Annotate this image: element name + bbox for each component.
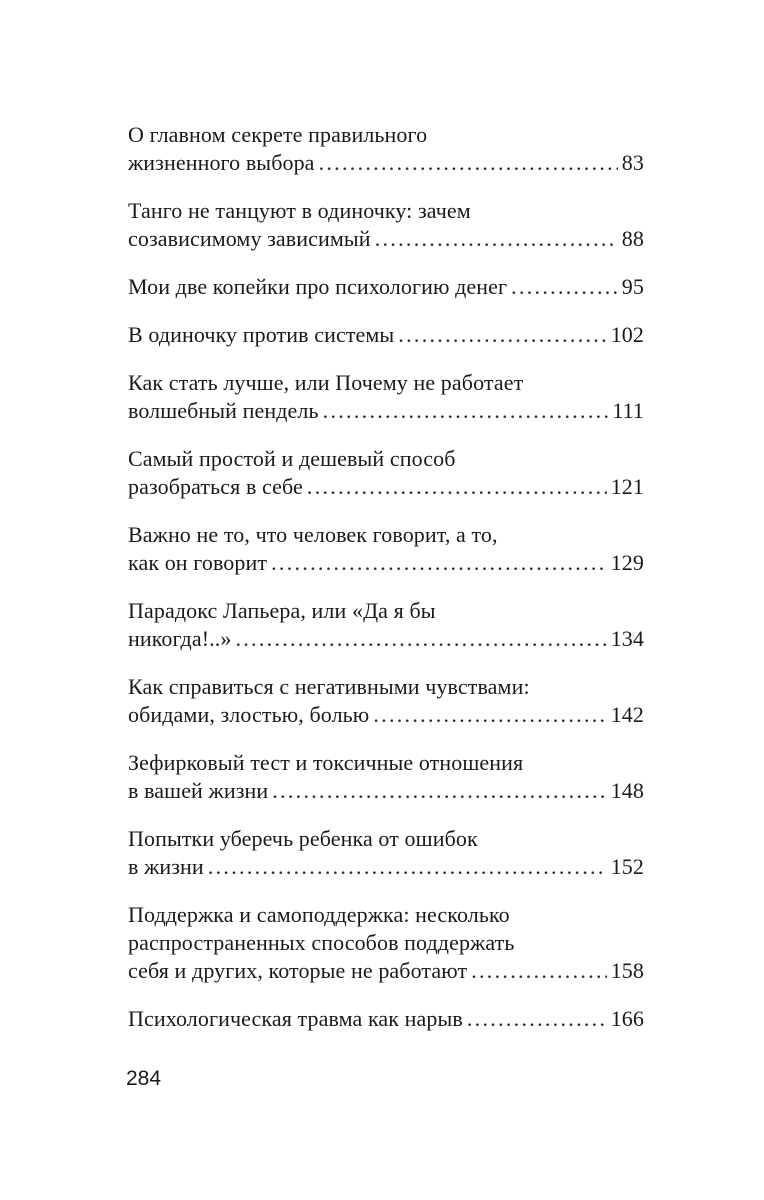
toc-entry[interactable]	[128, 521, 644, 577]
toc-entry-page-number: 148	[610, 778, 644, 803]
toc-entry-page-number: 166	[610, 1006, 644, 1031]
dot-leader	[272, 777, 606, 805]
toc-entry-page-number: 83	[621, 150, 644, 175]
dot-leader	[235, 625, 606, 653]
toc-entry-title-last-line: созависимому зависимый	[128, 226, 371, 251]
toc-entry-title-last-line: никогда!..»	[128, 626, 232, 651]
toc-entry-page-number: 102	[610, 322, 644, 347]
table-of-contents	[128, 121, 644, 1053]
dot-leader	[398, 321, 606, 349]
toc-entry[interactable]	[128, 901, 644, 985]
toc-entry[interactable]	[128, 673, 644, 729]
toc-entry-page-number: 88	[621, 226, 644, 251]
toc-entry-title-last-line: в жизни	[128, 854, 204, 879]
toc-entry[interactable]	[128, 369, 644, 425]
toc-entry-title-last-line: разобраться в себе	[128, 474, 303, 499]
toc-entry-page-number: 121	[610, 474, 644, 499]
dot-leader	[319, 149, 618, 177]
toc-entry-title-line: Парадокс Лапьера, или «Да я бы	[128, 598, 436, 623]
toc-entry-title-last-line: жизненного выбора	[128, 150, 315, 175]
dot-leader	[208, 853, 607, 881]
toc-entry[interactable]	[128, 825, 644, 881]
dot-leader	[373, 701, 606, 729]
dot-leader	[323, 397, 609, 425]
dot-leader	[375, 225, 618, 253]
toc-entry-page-number: 111	[612, 398, 644, 423]
toc-entry-page-number: 129	[610, 550, 644, 575]
toc-entry[interactable]	[128, 749, 644, 805]
toc-entry[interactable]	[128, 273, 644, 301]
toc-entry-title-line: распространенных способов поддержать	[128, 930, 515, 955]
toc-entry-title-last-line: В одиночку против системы	[128, 322, 395, 347]
toc-entry-title-line: Самый простой и дешевый способ	[128, 446, 456, 471]
toc-entry-title-line: О главном секрете правильного	[128, 122, 428, 147]
toc-entry[interactable]	[128, 597, 644, 653]
dot-leader	[271, 549, 607, 577]
toc-entry-title-line: Важно не то, что человек говорит, а то,	[128, 522, 498, 547]
toc-entry-title-last-line: в вашей жизни	[128, 778, 269, 803]
dot-leader	[307, 473, 607, 501]
page-number: 284	[126, 1067, 162, 1090]
toc-entry-title-line: Как стать лучше, или Почему не работает	[128, 370, 524, 395]
toc-entry-title-last-line: Психологическая травма как нарыв	[128, 1006, 463, 1031]
toc-entry-title-last-line: волшебный пендель	[128, 398, 319, 423]
toc-entry-page-number: 95	[621, 274, 644, 299]
toc-entry-page-number: 142	[610, 702, 644, 727]
dot-leader	[471, 957, 606, 985]
toc-entry-title-last-line: обидами, злостью, болью	[128, 702, 370, 727]
toc-entry-title-line: Зефирковый тест и токсичные отношения	[128, 750, 524, 775]
toc-entry[interactable]	[128, 121, 644, 177]
toc-entry-title-last-line: как он говорит	[128, 550, 268, 575]
dot-leader	[467, 1005, 607, 1033]
dot-leader	[511, 273, 618, 301]
toc-entry[interactable]	[128, 197, 644, 253]
toc-entry-title-last-line: себя и других, которые не работают	[128, 958, 468, 983]
toc-entry[interactable]	[128, 445, 644, 501]
toc-entry-title-last-line: Мои две копейки про психологию денег	[128, 274, 508, 299]
toc-entry-title-line: Танго не танцуют в одиночку: зачем	[128, 198, 471, 223]
toc-entry-title-line: Попытки уберечь ребенка от ошибок	[128, 826, 478, 851]
toc-entry[interactable]	[128, 321, 644, 349]
toc-entry-page-number: 158	[610, 958, 644, 983]
toc-entry-page-number: 134	[610, 626, 644, 651]
toc-entry[interactable]	[128, 1005, 644, 1033]
toc-entry-page-number: 152	[610, 854, 644, 879]
toc-entry-title-line: Поддержка и самоподдержка: несколько	[128, 902, 510, 927]
toc-entry-title-line: Как справиться с негативными чувствами:	[128, 674, 530, 699]
